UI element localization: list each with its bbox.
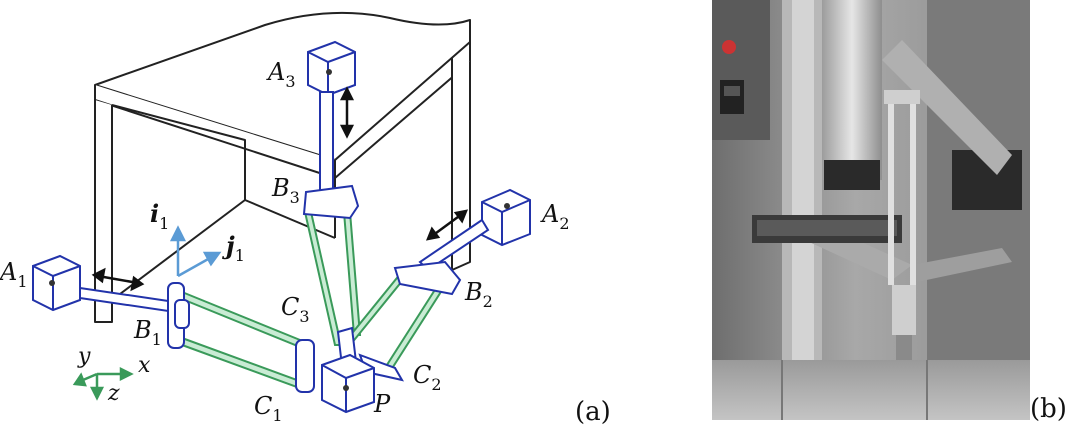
label-b2: $B_2$ — [465, 278, 493, 311]
label-b1: $B_1$ — [134, 316, 162, 349]
label-a1: $A_1$ — [0, 258, 28, 291]
label-b3: $B_3$ — [272, 174, 300, 207]
label-j1: $j_1$ — [226, 231, 245, 265]
label-x: x — [138, 353, 151, 378]
caption-b: (b) — [1030, 394, 1067, 424]
label-p: P — [374, 390, 391, 418]
label-c1: $C_1$ — [254, 392, 283, 425]
label-i1: $i_1$ — [150, 199, 170, 233]
label-a2: $A_2$ — [542, 200, 570, 233]
global-frame-arrows — [75, 369, 131, 398]
label-a3: $A_3$ — [268, 58, 296, 91]
label-y: y — [78, 344, 91, 369]
caption-a: (a) — [575, 397, 611, 427]
label-z: z — [108, 381, 120, 406]
label-c3: $C_3$ — [281, 293, 310, 326]
label-c2: $C_2$ — [413, 361, 442, 394]
figure-b-photo — [712, 0, 1030, 420]
local-frame-arrows — [172, 228, 219, 276]
